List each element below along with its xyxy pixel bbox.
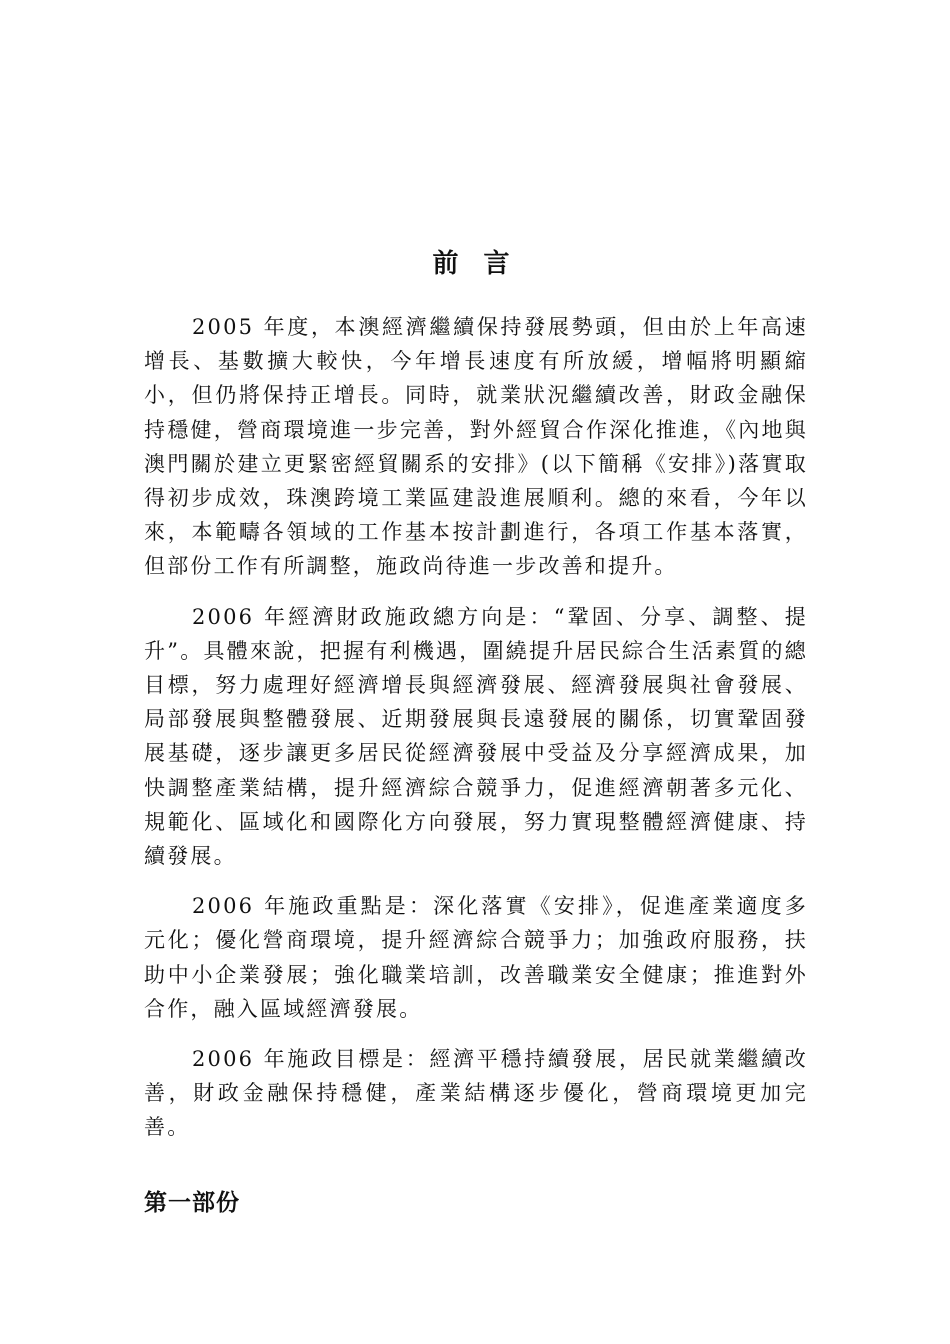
paragraph-2005-overview: 2005 年度，本澳經濟繼續保持發展勢頭，但由於上年高速增長、基數擴大較快，今年增長速度有所放緩，增幅將明顯縮小，但仍將保持正增長。同時，就業狀況繼續改善，財政金融保持穩健，營商環境進一步完善，對外經貿合作深化推進，《內地與澳門關於建立更緊密經貿關系的安排》(以下簡稱《安排》)落實取得初步成效，珠澳跨境工業區建設進展順利。總的來看，今年以來，本範疇各領域的工作基本按計劃進行，各項工作基本落實，但部份工作有所調整，施政尚待進一步改善和提升。	[144, 315, 808, 579]
paragraph-2006-priorities: 2006 年施政重點是：深化落實《安排》，促進產業適度多元化；優化營商環境，提升經濟綜合競爭力；加強政府服務，扶助中小企業發展；強化職業培訓，改善職業安全健康；推進對外合作，融入區域經濟發展。	[144, 894, 808, 1021]
body-text	[144, 310, 808, 1161]
page-title: 前 言	[432, 249, 518, 279]
paragraph-2006-direction: 2006 年經濟財政施政總方向是：“鞏固、分享、調整、提升”。具體來說，把握有利機遇，圍繞提升居民綜合生活素質的總目標，努力處理好經濟增長與經濟發展、經濟發展與社會發展、局部發展與整體發展、近期發展與長遠發展的關係，切實鞏固發展基礎，逐步讓更多居民從經濟發展中受益及分享經濟成果，加快調整產業結構，提升經濟綜合競爭力，促進經濟朝著多元化、規範化、區域化和國際化方向發展，努力實現整體經濟健康、持續發展。	[144, 604, 808, 869]
paragraph-2006-goals: 2006 年施政目標是：經濟平穩持續發展，居民就業繼續改善，財政金融保持穩健，產業結構逐步優化，營商環境更加完善。	[144, 1047, 808, 1140]
section-heading: 第一部份	[144, 1190, 240, 1216]
